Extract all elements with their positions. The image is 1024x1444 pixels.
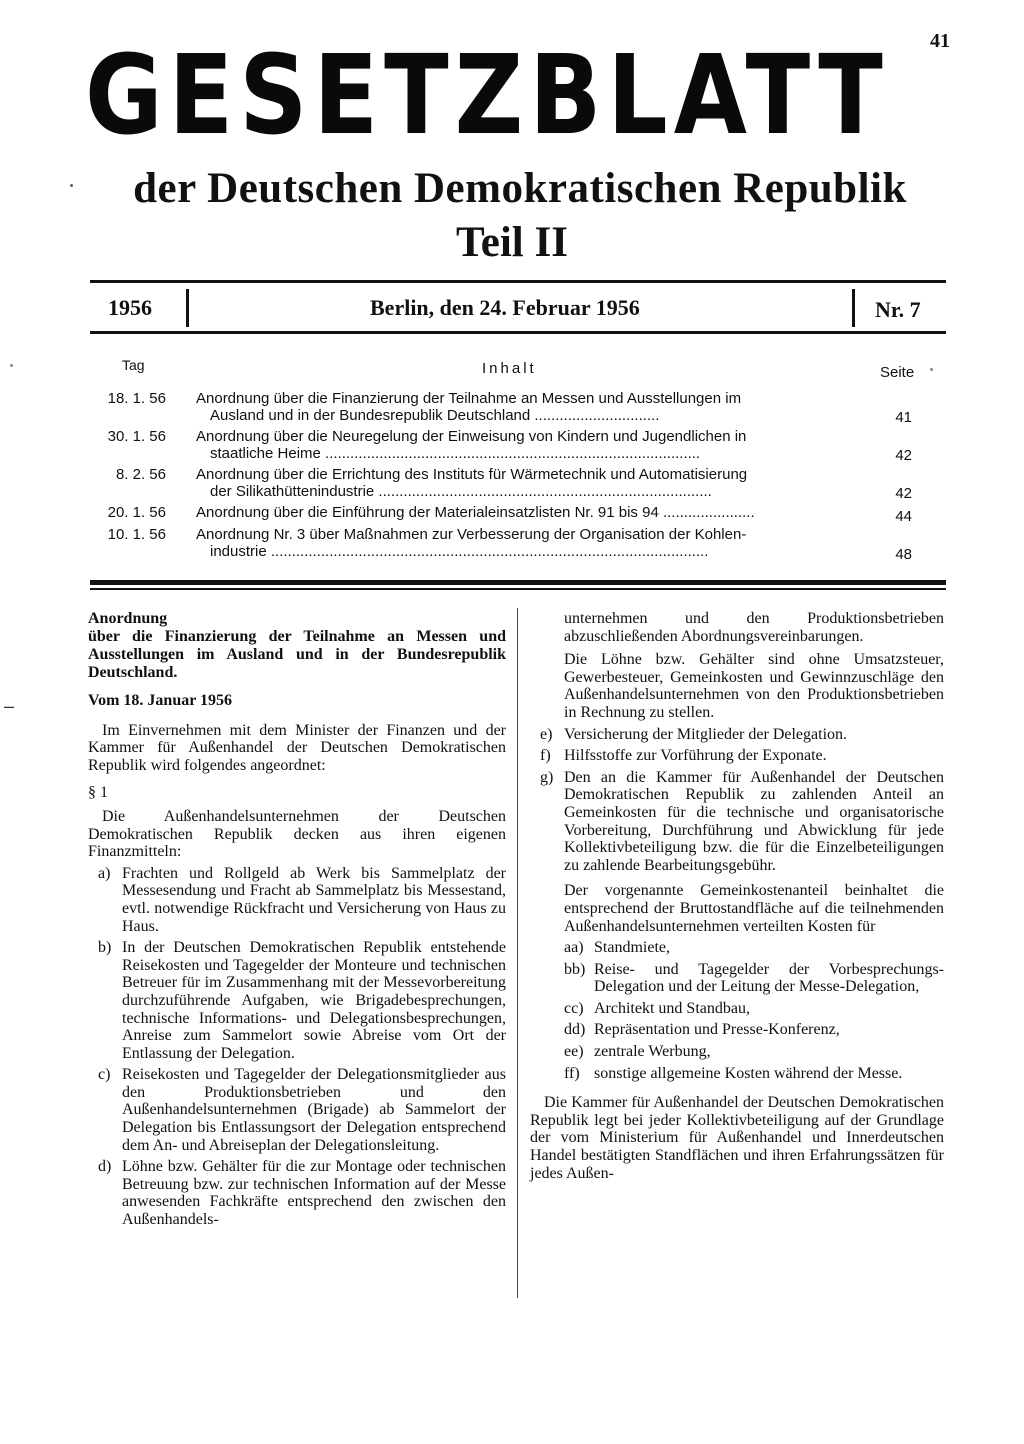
list-item-paragraph: Der vorgenannte Gemeinkostenanteil beinhaltet die entsprechend der Bruttostandfläche auf die teilnehmenden Außenhandelsunternehmen verteilten Kosten für: [564, 882, 944, 935]
list-item-text: Versicherung der Mitglieder der Delegation.: [564, 725, 848, 743]
list-item: [88, 1066, 506, 1154]
column-separator: [517, 608, 518, 1298]
scan-speck: [70, 184, 73, 187]
sub-list-item-label: bb): [564, 960, 586, 978]
list-item: [88, 1158, 506, 1228]
list-item: [530, 726, 944, 744]
sub-list-item-text: Standmiete,: [594, 939, 670, 957]
article-title-line: Anordnung: [88, 610, 168, 627]
toc-entry-date: 18. 1. 56: [107, 390, 166, 407]
issue-bar: [90, 280, 946, 334]
sub-list-item-text: Reise- und Tagegelder der Vorbesprechungs-Delegation und der Leitung der Messe-Delegation,: [594, 960, 944, 996]
toc-entry-date: 30. 1. 56: [107, 428, 166, 445]
toc-entry-page: 41: [895, 409, 912, 426]
margin-mark: –: [4, 696, 15, 716]
sub-list-item: [530, 939, 944, 957]
toc-entry-page: 42: [895, 485, 912, 502]
list-item-label: a): [98, 864, 111, 882]
article-title-line: über die Finanzierung der Teilnahme an Messen und Ausstellungen im Ausland und in der Bundesrepublik Deutschland.: [88, 628, 506, 681]
toc-entry-line: Anordnung über die Errichtung des Instituts für Wärmetechnik und Automatisierung: [196, 466, 748, 483]
list-item: [88, 865, 506, 935]
sub-list-item-text: sonstige allgemeine Kosten während der Messe.: [594, 1064, 903, 1082]
list-item-text: Hilfsstoffe zur Vorführung der Exponate.: [564, 747, 827, 765]
toc-entry-line: staatliche Heime ..........................................................................................: [210, 445, 701, 462]
issue-number: Nr. 7: [875, 297, 921, 322]
toc-entry-line: Anordnung über die Neuregelung der Einweisung von Kindern und Jugendlichen in: [196, 428, 747, 445]
sub-list-item-text: zentrale Werbung,: [594, 1043, 711, 1061]
sub-list-item: [530, 961, 944, 996]
list-item-label: g): [540, 768, 554, 786]
section-heading: § 1: [88, 784, 108, 802]
list-item-text: Den an die Kammer für Außenhandel der Deutschen Demokratischen Republik zu zahlenden Anteil an Gemeinkosten für die technische und organisatorische Vorbereitung, Durchführung und Abwicklung für jede Kollektivbeteiligung bzw. die für die Einzelbeteiligungen zu zahlende Bearbeitungsgebühr.: [564, 768, 944, 874]
article-title: [88, 610, 506, 682]
issue-place-date: Berlin, den 24. Februar 1956: [370, 295, 640, 320]
list-item-label: e): [540, 725, 553, 743]
list-item-label: c): [98, 1066, 111, 1084]
scan-speck: [930, 368, 933, 371]
right-column: [530, 610, 944, 1182]
list-item-text: Reisekosten und Tagegelder der Delegationsmitglieder aus den Produktionsbetrieben und den Außenhandelsunternehmen (Brigade) ab Sammelort der Delegation bis Entlassungsort der Delegation entsprechend dem An- und Abreiseplan der Delegationsleitung.: [122, 1066, 506, 1154]
list-item-text: Löhne bzw. Gehälter für die zur Montage oder technischen Betreuung bzw. zur technischen Information auf der Messe anwesenden Fachkräfte entsprechend den zwischen den Außenhandels-: [122, 1158, 506, 1229]
issue-divider: [852, 289, 855, 327]
toc-entry-line: Anordnung über die Einführung der Materialeinsatzlisten Nr. 91 bis 94 ......................: [196, 504, 755, 521]
list-item-paragraph: Die Löhne bzw. Gehälter sind ohne Umsatzsteuer, Gewerbesteuer, Gemeinkosten und Gewinnzuschläge den Außenhandelsunternehmen von den Produktionsbetrieben in Rechnung zu stellen.: [564, 651, 944, 721]
issue-divider: [186, 289, 189, 327]
toc-entry-page: 44: [895, 508, 912, 525]
toc-header-page: Seite: [880, 364, 915, 381]
toc-entry-line: Anordnung Nr. 3 über Maßnahmen zur Verbesserung der Organisation der Kohlen-: [196, 526, 747, 543]
sub-list-item-label: ee): [564, 1043, 584, 1061]
scan-speck: [10, 364, 13, 367]
sub-list-item: [530, 1000, 944, 1018]
sub-list-item-label: dd): [564, 1021, 586, 1039]
list-item-label: b): [98, 939, 112, 957]
article-preamble: Im Einvernehmen mit dem Minister der Finanzen und der Kammer für Außenhandel der Deutschen Demokratischen Republik wird folgendes angeordnet:: [88, 721, 506, 774]
sub-list-item: [530, 1065, 944, 1083]
toc-entry-title: [196, 504, 842, 521]
sub-list-item-text: Architekt und Standbau,: [594, 999, 750, 1017]
sub-list-item-text: Repräsentation und Presse-Konferenz,: [594, 1021, 840, 1039]
toc-header-day: Tag: [122, 357, 145, 373]
masthead-subtitle: der Deutschen Demokratischen Republik: [133, 165, 907, 212]
toc-entry-date: 10. 1. 56: [107, 526, 166, 543]
article-date: Vom 18. Januar 1956: [88, 692, 233, 709]
toc-entry-line: industrie .........................................................................................................: [210, 543, 709, 560]
toc-entry-date: 8. 2. 56: [115, 466, 166, 483]
list-item-label: d): [98, 1158, 112, 1176]
sub-list-item-label: cc): [564, 999, 584, 1017]
toc-header-contents: Inhalt: [482, 360, 537, 377]
list-item: [530, 769, 944, 875]
masthead-title: GESETZBLATT: [85, 31, 889, 159]
toc-entry-line: der Silikathüttenindustrie ................................................................................: [210, 483, 712, 500]
toc-entry-title: [196, 428, 842, 462]
sub-list-item: [530, 1021, 944, 1039]
toc-entry-title: [196, 466, 842, 500]
closing-paragraph: Die Kammer für Außenhandel der Deutschen Demokratischen Republik legt bei jeder Kollektivbeteiligung auf der Grundlage der vom Ministerium für Außenhandel und Innerdeutschen Handel bestätigten Standflächen und ihren Erfahrungssätzen für jedes Außen-: [530, 1094, 944, 1182]
issue-year: 1956: [108, 295, 152, 320]
toc-entry-line: Anordnung über die Finanzierung der Teilnahme an Messen und Ausstellungen im: [196, 390, 742, 407]
section-rule: [90, 580, 946, 585]
list-item-text: In der Deutschen Demokratischen Republik entstehende Reisekosten und Tagegelder der Monteure und technischen Betreuer für im Zusammenhang mit der Messevorbereitung durchzuführende Aufgaben, wie Brigadebesprechungen, technische Informations- und Delegationsbesprechungen, Anreise zum Sammelort sowie Abreise vom Ort der Entlassung der Delegation.: [122, 939, 506, 1062]
section-rule: [90, 588, 946, 590]
section-intro: Die Außenhandelsunternehmen der Deutschen Demokratischen Republik decken aus ihren eigenen Finanzmitteln:: [88, 807, 506, 861]
list-item-continuation: unternehmen und den Produktionsbetrieben abzuschließenden Abordnungsvereinbarungen.: [564, 610, 944, 645]
toc-entry-title: [196, 390, 842, 424]
toc-entry-title: [196, 526, 842, 560]
toc-entry-line: Ausland und in der Bundesrepublik Deutschland ..............................: [210, 407, 660, 424]
sub-list-item: [530, 1043, 944, 1061]
list-item-label: f): [540, 747, 551, 765]
list-item-text: Frachten und Rollgeld ab Werk bis Sammelplatz der Messesendung und Fracht ab Sammelplatz bis Messestand, evtl. notwendige Rückfracht und Versicherung von Haus zu Haus.: [122, 864, 506, 935]
page-number: 41: [930, 30, 950, 52]
part-label: Teil II: [456, 219, 568, 266]
left-column: [88, 610, 506, 1229]
toc-entry-page: 42: [895, 447, 912, 464]
sub-list-item-label: aa): [564, 939, 584, 957]
list-item: [88, 939, 506, 1062]
toc-entry-page: 48: [895, 546, 912, 563]
toc-entry-date: 20. 1. 56: [107, 504, 166, 521]
sub-list-item-label: ff): [564, 1064, 580, 1082]
list-item: [530, 747, 944, 765]
